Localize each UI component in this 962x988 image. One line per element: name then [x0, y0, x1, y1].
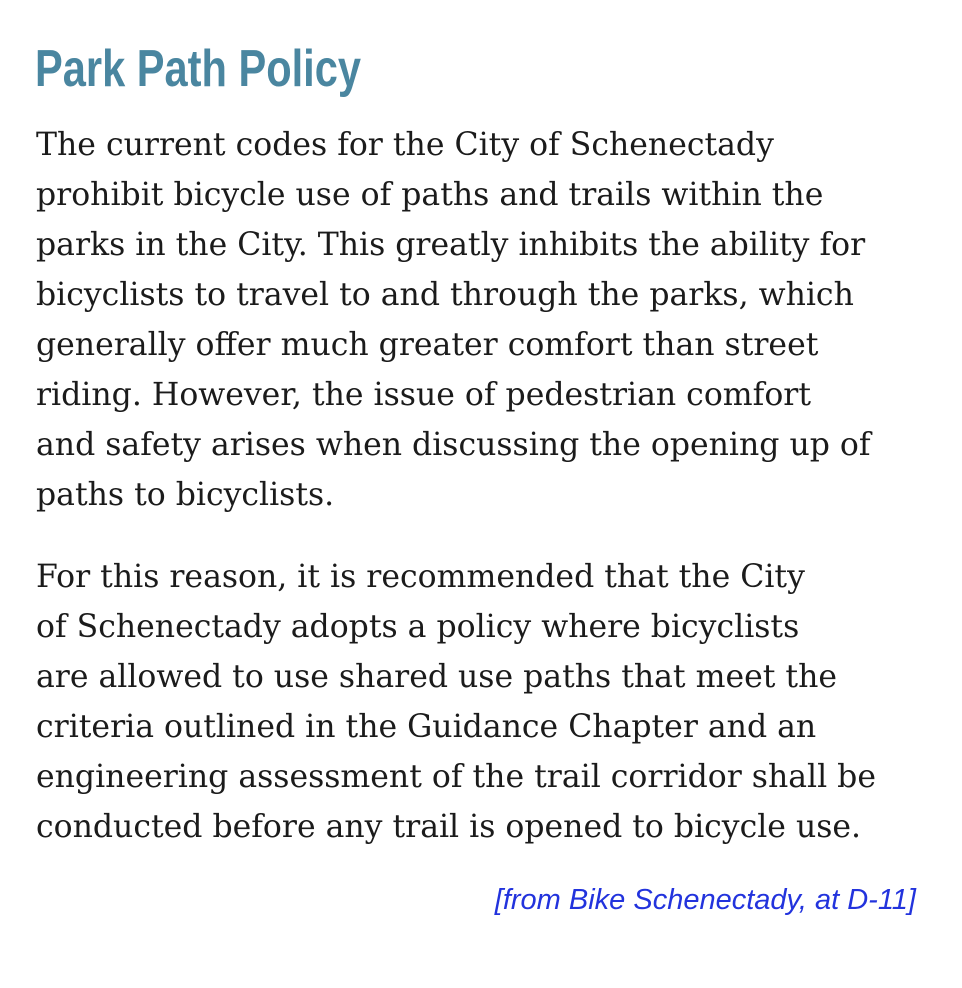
paragraph-line: conducted before any trail is opened to bicycle use.	[36, 809, 862, 845]
paragraph-line: paths to bicyclists.	[36, 477, 335, 513]
paragraph-line: The current codes for the City of Schenectady	[36, 127, 774, 163]
paragraph-line: parks in the City. This greatly inhibits the ability for	[36, 227, 866, 263]
paragraph-line: For this reason, it is recommended that the City	[36, 559, 805, 595]
source-citation: [from Bike Schenectady, at D-11]	[494, 884, 916, 916]
paragraph-line: are allowed to use shared use paths that meet the	[36, 659, 838, 695]
paragraph-line: criteria outlined in the Guidance Chapter and an	[36, 709, 817, 745]
paragraph-recommendation	[36, 552, 936, 852]
paragraph-line: of Schenectady adopts a policy where bicyclists	[36, 609, 800, 645]
paragraph-current-codes	[36, 120, 936, 520]
paragraph-line: riding. However, the issue of pedestrian comfort	[36, 377, 811, 413]
paragraph-line: prohibit bicycle use of paths and trails within the	[36, 177, 824, 213]
paragraph-line: and safety arises when discussing the opening up of	[36, 427, 871, 463]
paragraph-line: engineering assessment of the trail corridor shall be	[36, 759, 876, 795]
paragraph-line: generally offer much greater comfort than street	[36, 327, 819, 363]
paragraph-line: bicyclists to travel to and through the parks, which	[36, 277, 854, 313]
page-title: Park Path Policy	[35, 40, 362, 98]
